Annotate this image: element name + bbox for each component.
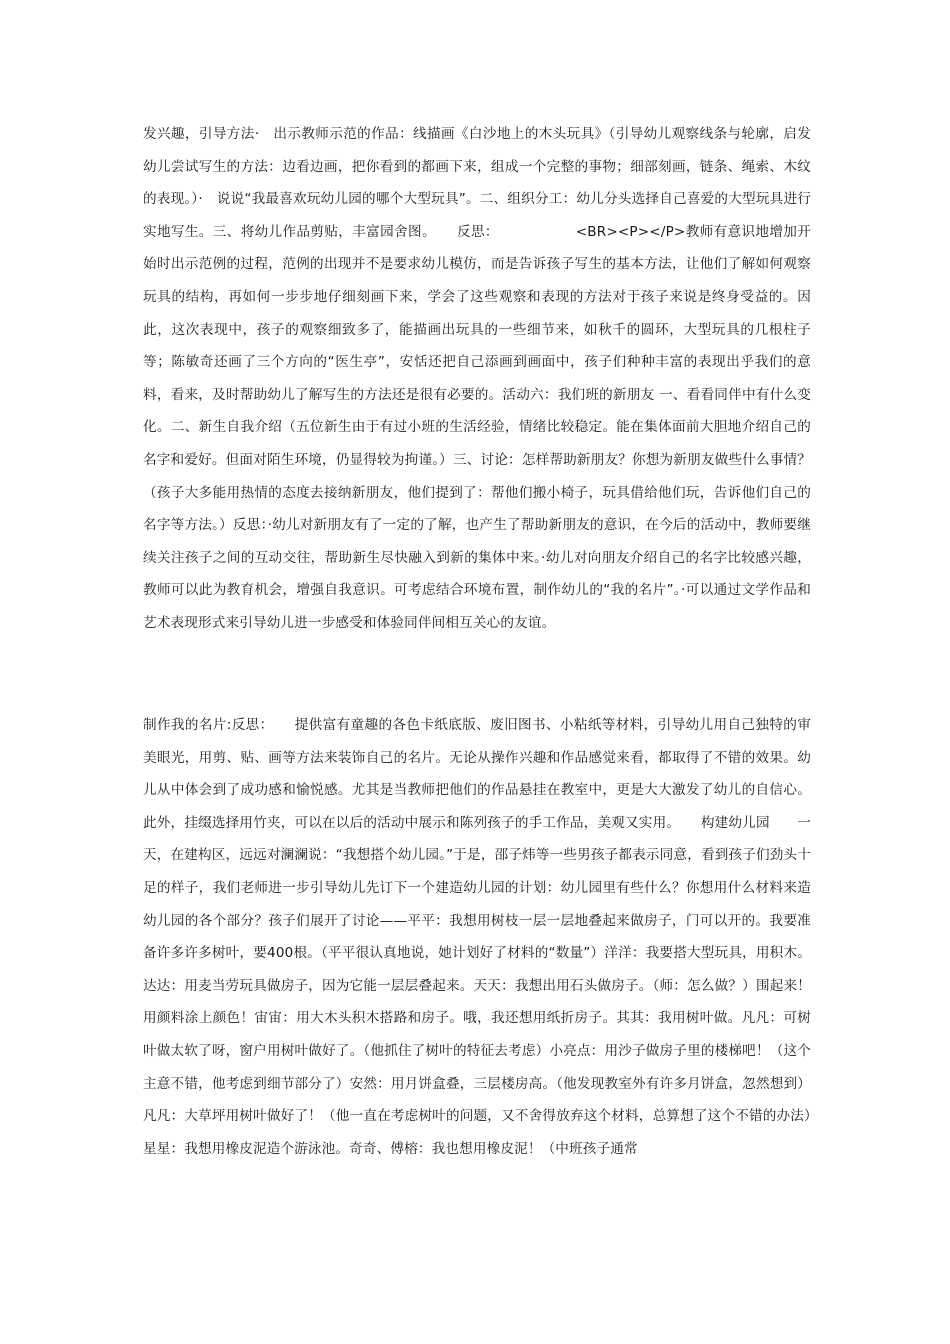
- body-paragraph-2: 制作我的名片:反思： 提供富有童趣的各色卡纸底版、废旧图书、小粘纸等材料，引导幼儿用自己独特的审美眼光，用剪、贴、画等方法来装饰自己的名片。无论从操作兴趣和作品感觉来看，都取得了不错的效果。幼儿从中体会到了成功感和愉悦感。尤其是当教师把他们的作品悬挂在教室中，更是大大激发了幼儿的自信心。此外，挂缀选择用竹夹，可以在以后的活动中展示和陈列孩子的手工作品，美观又实用。 构建幼儿园 一天，在建构区，远远对澜澜说：“我想搭个幼儿园。”于是，邵子炜等一些男孩子都表示同意，看到孩子们劲头十足的样子，我们老师进一步引导幼儿先订下一个建造幼儿园的计划：幼儿园里有些什么？你想用什么材料来造幼儿园的各个部分？孩子们展开了讨论——平平：我想用树枝一层一层地叠起来做房子，门可以开的。我要准备许多许多树叶，要400根。（平平很认真地说，她计划好了材料的“数量”）洋洋：我要搭大型玩具，用积木。达达：用麦当劳玩具做房子，因为它能一层层叠起来。天天：我想出用石头做房子。（师：怎么做？）围起来！用颜料涂上颜色！宙宙：用大木头积木搭路和房子。哦，我还想用纸折房子。其其：我用树叶做。凡凡：可树叶做太软了呀，窗户用树叶做好了。（他抓住了树叶的特征去考虑）小亮点：用沙子做房子里的楼梯吧！（这个主意不错，他考虑到细节部分了）安然：用月饼盒叠，三层楼房高。（他发现教室外有许多月饼盒，忽然想到）凡凡：大草坪用树叶做好了！（他一直在考虑树叶的问题，又不舍得放弃这个材料，总算想了这个不错的办法）星星：我想用橡皮泥造个游泳池。奇奇、傅榕：我也想用橡皮泥！（中班孩子通常: [143, 717, 811, 1157]
- body-paragraph-1: 发兴趣，引导方法· 出示教师示范的作品：线描画《白沙地上的木头玩具》（引导幼儿观察线条与轮廓，启发幼儿尝试写生的方法：边看边画，把你看到的都画下来，组成一个完整的事物；细部刻画，链条、绳索、木纹的表现。）· 说说“我最喜欢玩幼儿园的哪个大型玩具”。二、组织分工：幼儿分头选择自己喜爱的大型玩具进行实地写生。三、将幼儿作品剪贴，丰富园舍图。 反思： <BR><P></P>教师有意识地增加开始时出示范例的过程，范例的出现并不是要求幼儿模仿，而是告诉孩子写生的基本方法，让他们了解如何观察玩具的结构，再如何一步步地仔细刻画下来，学会了这些观察和表现的方法对于孩子来说是终身受益的。因此，这次表现中，孩子的观察细致多了，能描画出玩具的一些细节来，如秋千的圆环，大型玩具的几根柱子等；陈敏奇还画了三个方向的“医生亭”，安恬还把自己添画到画面中，孩子们种种丰富的表现出乎我们的意料，看来，及时帮助幼儿了解写生的方法还是很有必要的。活动六：我们班的新朋友 一、看看同伴中有什么变化。二、新生自我介绍（五位新生由于有过小班的生活经验，情绪比较稳定。能在集体面前大胆地介绍自己的名字和爱好。但面对陌生环境，仍显得较为拘谨。）三、讨论：怎样帮助新朋友？你想为新朋友做些什么事情？（孩子大多能用热情的态度去接纳新朋友，他们提到了：帮他们搬小椅子，玩具借给他们玩，告诉他们自己的名字等方法。）反思：·幼儿对新朋友有了一定的了解，也产生了帮助新朋友的意识，在今后的活动中，教师要继续关注孩子之间的互动交往，帮助新生尽快融入到新的集体中来。·幼儿对向朋友介绍自己的名字比较感兴趣，教师可以此为教育机会，增强自我意识。可考虑结合环境布置，制作幼儿的“我的名片”。·可以通过文学作品和艺术表现形式来引导幼儿进一步感受和体验同伴间相互关心的友谊。: [143, 126, 811, 631]
